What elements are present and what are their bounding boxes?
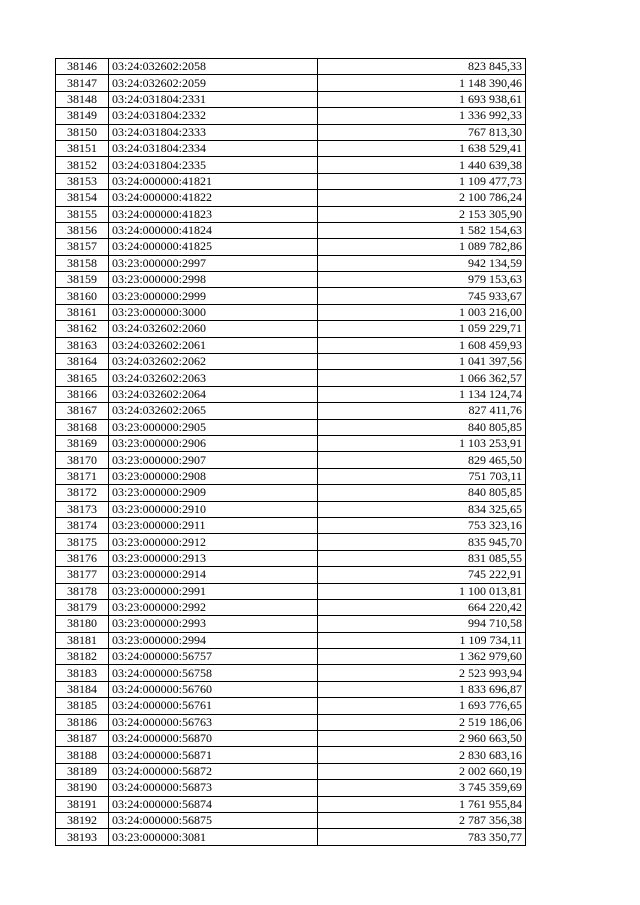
cadastral-value-cell: 2 100 786,24 xyxy=(318,190,526,206)
row-number-cell: 38189 xyxy=(56,763,109,779)
cadastral-value-cell: 835 945,70 xyxy=(318,534,526,550)
cadastral-value-cell: 1 693 776,65 xyxy=(318,698,526,714)
cadastral-number-cell: 03:24:000000:56757 xyxy=(109,649,318,665)
row-number-cell: 38172 xyxy=(56,485,109,501)
cadastral-number-cell: 03:24:000000:56870 xyxy=(109,731,318,747)
table-row xyxy=(56,75,526,91)
row-number-cell: 38191 xyxy=(56,796,109,812)
cadastral-number-cell: 03:23:000000:2912 xyxy=(109,534,318,550)
cadastral-number-cell: 03:24:000000:56758 xyxy=(109,665,318,681)
cadastral-value-cell: 1 608 459,93 xyxy=(318,337,526,353)
cadastral-value-cell: 1 103 253,91 xyxy=(318,435,526,451)
table-row xyxy=(56,763,526,779)
row-number-cell: 38166 xyxy=(56,386,109,402)
cadastral-number-cell: 03:23:000000:2905 xyxy=(109,419,318,435)
cadastral-number-cell: 03:24:031804:2334 xyxy=(109,140,318,156)
row-number-cell: 38181 xyxy=(56,632,109,648)
table-row xyxy=(56,665,526,681)
table-row xyxy=(56,222,526,238)
table-row xyxy=(56,140,526,156)
row-number-cell: 38192 xyxy=(56,812,109,828)
table-row xyxy=(56,370,526,386)
row-number-cell: 38184 xyxy=(56,681,109,697)
cadastral-value-cell: 827 411,76 xyxy=(318,403,526,419)
cadastral-value-cell: 2 830 683,16 xyxy=(318,747,526,763)
row-number-cell: 38187 xyxy=(56,731,109,747)
cadastral-number-cell: 03:24:000000:56871 xyxy=(109,747,318,763)
table-row xyxy=(56,239,526,255)
row-number-cell: 38158 xyxy=(56,255,109,271)
cadastral-number-cell: 03:24:000000:56760 xyxy=(109,681,318,697)
table-row xyxy=(56,452,526,468)
table-row xyxy=(56,206,526,222)
cadastral-value-cell: 1 440 639,38 xyxy=(318,157,526,173)
table-row xyxy=(56,288,526,304)
row-number-cell: 38171 xyxy=(56,468,109,484)
table-row xyxy=(56,59,526,75)
cadastral-number-cell: 03:24:031804:2335 xyxy=(109,157,318,173)
row-number-cell: 38174 xyxy=(56,517,109,533)
cadastral-number-cell: 03:24:000000:56875 xyxy=(109,812,318,828)
cadastral-value-cell: 1 582 154,63 xyxy=(318,222,526,238)
cadastral-value-cell: 979 153,63 xyxy=(318,272,526,288)
cadastral-number-cell: 03:23:000000:2907 xyxy=(109,452,318,468)
cadastral-value-cell: 783 350,77 xyxy=(318,829,526,845)
row-number-cell: 38177 xyxy=(56,567,109,583)
table-row xyxy=(56,190,526,206)
table-body xyxy=(56,59,526,846)
row-number-cell: 38151 xyxy=(56,140,109,156)
row-number-cell: 38186 xyxy=(56,714,109,730)
cadastral-value-cell: 2 523 993,94 xyxy=(318,665,526,681)
row-number-cell: 38149 xyxy=(56,108,109,124)
table-row xyxy=(56,829,526,845)
cadastral-number-cell: 03:24:032602:2061 xyxy=(109,337,318,353)
cadastral-value-cell: 1 833 696,87 xyxy=(318,681,526,697)
cadastral-value-cell: 767 813,30 xyxy=(318,124,526,140)
table-row xyxy=(56,468,526,484)
cadastral-value-cell: 1 059 229,71 xyxy=(318,321,526,337)
cadastral-value-cell: 1 148 390,46 xyxy=(318,75,526,91)
row-number-cell: 38163 xyxy=(56,337,109,353)
cadastral-value-cell: 2 787 356,38 xyxy=(318,812,526,828)
cadastral-number-cell: 03:23:000000:2911 xyxy=(109,517,318,533)
cadastral-value-cell: 994 710,58 xyxy=(318,616,526,632)
row-number-cell: 38178 xyxy=(56,583,109,599)
table-row xyxy=(56,435,526,451)
cadastral-value-cell: 1 066 362,57 xyxy=(318,370,526,386)
cadastral-value-cell: 751 703,11 xyxy=(318,468,526,484)
cadastral-value-cell: 2 153 305,90 xyxy=(318,206,526,222)
table-row xyxy=(56,534,526,550)
row-number-cell: 38160 xyxy=(56,288,109,304)
cadastral-value-cell: 3 745 359,69 xyxy=(318,780,526,796)
row-number-cell: 38159 xyxy=(56,272,109,288)
cadastral-value-cell: 823 845,33 xyxy=(318,59,526,75)
table-row xyxy=(56,157,526,173)
row-number-cell: 38175 xyxy=(56,534,109,550)
cadastral-number-cell: 03:24:032602:2059 xyxy=(109,75,318,91)
cadastral-number-cell: 03:24:000000:56873 xyxy=(109,780,318,796)
cadastral-value-cell: 2 519 186,06 xyxy=(318,714,526,730)
table-row xyxy=(56,321,526,337)
cadastral-number-cell: 03:24:032602:2062 xyxy=(109,354,318,370)
cadastral-value-cell: 745 933,67 xyxy=(318,288,526,304)
cadastral-number-cell: 03:23:000000:2999 xyxy=(109,288,318,304)
table-row xyxy=(56,698,526,714)
cadastral-number-cell: 03:24:000000:41821 xyxy=(109,173,318,189)
cadastral-number-cell: 03:23:000000:3081 xyxy=(109,829,318,845)
cadastral-value-cell: 1 100 013,81 xyxy=(318,583,526,599)
table-row xyxy=(56,616,526,632)
cadastral-value-cell: 664 220,42 xyxy=(318,599,526,615)
cadastral-value-cell: 1 638 529,41 xyxy=(318,140,526,156)
table-row xyxy=(56,354,526,370)
table-row xyxy=(56,91,526,107)
table-row xyxy=(56,567,526,583)
cadastral-number-cell: 03:23:000000:2992 xyxy=(109,599,318,615)
cadastral-number-cell: 03:23:000000:2997 xyxy=(109,255,318,271)
table-row xyxy=(56,173,526,189)
table-row xyxy=(56,731,526,747)
cadastral-number-cell: 03:24:000000:56761 xyxy=(109,698,318,714)
row-number-cell: 38155 xyxy=(56,206,109,222)
row-number-cell: 38188 xyxy=(56,747,109,763)
cadastral-number-cell: 03:24:032602:2058 xyxy=(109,59,318,75)
table-row xyxy=(56,747,526,763)
cadastral-number-cell: 03:24:032602:2060 xyxy=(109,321,318,337)
cadastral-value-cell: 1 109 734,11 xyxy=(318,632,526,648)
cadastral-number-cell: 03:24:000000:41822 xyxy=(109,190,318,206)
cadastral-number-cell: 03:23:000000:2913 xyxy=(109,550,318,566)
cadastral-value-cell: 1 041 397,56 xyxy=(318,354,526,370)
row-number-cell: 38150 xyxy=(56,124,109,140)
table-row xyxy=(56,681,526,697)
table-row xyxy=(56,714,526,730)
cadastral-number-cell: 03:24:000000:41823 xyxy=(109,206,318,222)
row-number-cell: 38176 xyxy=(56,550,109,566)
row-number-cell: 38146 xyxy=(56,59,109,75)
cadastral-value-cell: 1 362 979,60 xyxy=(318,649,526,665)
table-row xyxy=(56,796,526,812)
table-row xyxy=(56,599,526,615)
row-number-cell: 38170 xyxy=(56,452,109,468)
table-row xyxy=(56,272,526,288)
table-row xyxy=(56,386,526,402)
table-row xyxy=(56,583,526,599)
table-row xyxy=(56,108,526,124)
row-number-cell: 38154 xyxy=(56,190,109,206)
cadastral-number-cell: 03:23:000000:2994 xyxy=(109,632,318,648)
table-row xyxy=(56,550,526,566)
cadastral-number-cell: 03:24:032602:2065 xyxy=(109,403,318,419)
table-row xyxy=(56,124,526,140)
row-number-cell: 38148 xyxy=(56,91,109,107)
row-number-cell: 38165 xyxy=(56,370,109,386)
row-number-cell: 38156 xyxy=(56,222,109,238)
row-number-cell: 38164 xyxy=(56,354,109,370)
cadastral-number-cell: 03:23:000000:2914 xyxy=(109,567,318,583)
cadastral-value-cell: 2 960 663,50 xyxy=(318,731,526,747)
cadastral-number-cell: 03:24:032602:2063 xyxy=(109,370,318,386)
cadastral-value-cell: 942 134,59 xyxy=(318,255,526,271)
cadastral-number-cell: 03:24:032602:2064 xyxy=(109,386,318,402)
cadastral-value-cell: 840 805,85 xyxy=(318,485,526,501)
row-number-cell: 38152 xyxy=(56,157,109,173)
row-number-cell: 38147 xyxy=(56,75,109,91)
cadastral-number-cell: 03:24:000000:56872 xyxy=(109,763,318,779)
table-row xyxy=(56,337,526,353)
cadastral-value-cell: 1 761 955,84 xyxy=(318,796,526,812)
cadastral-value-cell: 1 003 216,00 xyxy=(318,304,526,320)
row-number-cell: 38169 xyxy=(56,435,109,451)
row-number-cell: 38183 xyxy=(56,665,109,681)
cadastral-value-cell: 1 109 477,73 xyxy=(318,173,526,189)
table-row xyxy=(56,255,526,271)
row-number-cell: 38157 xyxy=(56,239,109,255)
cadastral-number-cell: 03:23:000000:2993 xyxy=(109,616,318,632)
row-number-cell: 38185 xyxy=(56,698,109,714)
cadastral-value-cell: 840 805,85 xyxy=(318,419,526,435)
row-number-cell: 38190 xyxy=(56,780,109,796)
cadastral-value-cell: 1 336 992,33 xyxy=(318,108,526,124)
cadastral-value-cell: 829 465,50 xyxy=(318,452,526,468)
cadastral-value-cell: 834 325,65 xyxy=(318,501,526,517)
table-row xyxy=(56,812,526,828)
cadastral-number-cell: 03:24:000000:56874 xyxy=(109,796,318,812)
table-row xyxy=(56,485,526,501)
cadastral-number-cell: 03:23:000000:2908 xyxy=(109,468,318,484)
table-row xyxy=(56,304,526,320)
cadastral-number-cell: 03:24:031804:2331 xyxy=(109,91,318,107)
cadastral-number-cell: 03:23:000000:2991 xyxy=(109,583,318,599)
row-number-cell: 38161 xyxy=(56,304,109,320)
row-number-cell: 38153 xyxy=(56,173,109,189)
cadastral-number-cell: 03:23:000000:2998 xyxy=(109,272,318,288)
table-row xyxy=(56,403,526,419)
row-number-cell: 38182 xyxy=(56,649,109,665)
cadastral-number-cell: 03:24:031804:2333 xyxy=(109,124,318,140)
table-row xyxy=(56,649,526,665)
cadastral-value-cell: 2 002 660,19 xyxy=(318,763,526,779)
cadastral-value-cell: 831 085,55 xyxy=(318,550,526,566)
cadastral-value-cell: 1 089 782,86 xyxy=(318,239,526,255)
cadastral-number-cell: 03:23:000000:2909 xyxy=(109,485,318,501)
cadastral-value-table xyxy=(55,58,526,846)
cadastral-number-cell: 03:23:000000:2906 xyxy=(109,435,318,451)
cadastral-number-cell: 03:24:000000:41824 xyxy=(109,222,318,238)
cadastral-value-cell: 753 323,16 xyxy=(318,517,526,533)
table-row xyxy=(56,632,526,648)
table-row xyxy=(56,517,526,533)
row-number-cell: 38180 xyxy=(56,616,109,632)
cadastral-number-cell: 03:23:000000:3000 xyxy=(109,304,318,320)
table-row xyxy=(56,780,526,796)
row-number-cell: 38162 xyxy=(56,321,109,337)
row-number-cell: 38168 xyxy=(56,419,109,435)
cadastral-number-cell: 03:24:031804:2332 xyxy=(109,108,318,124)
cadastral-number-cell: 03:24:000000:41825 xyxy=(109,239,318,255)
row-number-cell: 38179 xyxy=(56,599,109,615)
row-number-cell: 38193 xyxy=(56,829,109,845)
table-row xyxy=(56,501,526,517)
cadastral-value-cell: 745 222,91 xyxy=(318,567,526,583)
cadastral-value-cell: 1 134 124,74 xyxy=(318,386,526,402)
cadastral-number-cell: 03:23:000000:2910 xyxy=(109,501,318,517)
row-number-cell: 38167 xyxy=(56,403,109,419)
table-row xyxy=(56,419,526,435)
cadastral-value-cell: 1 693 938,61 xyxy=(318,91,526,107)
row-number-cell: 38173 xyxy=(56,501,109,517)
cadastral-number-cell: 03:24:000000:56763 xyxy=(109,714,318,730)
